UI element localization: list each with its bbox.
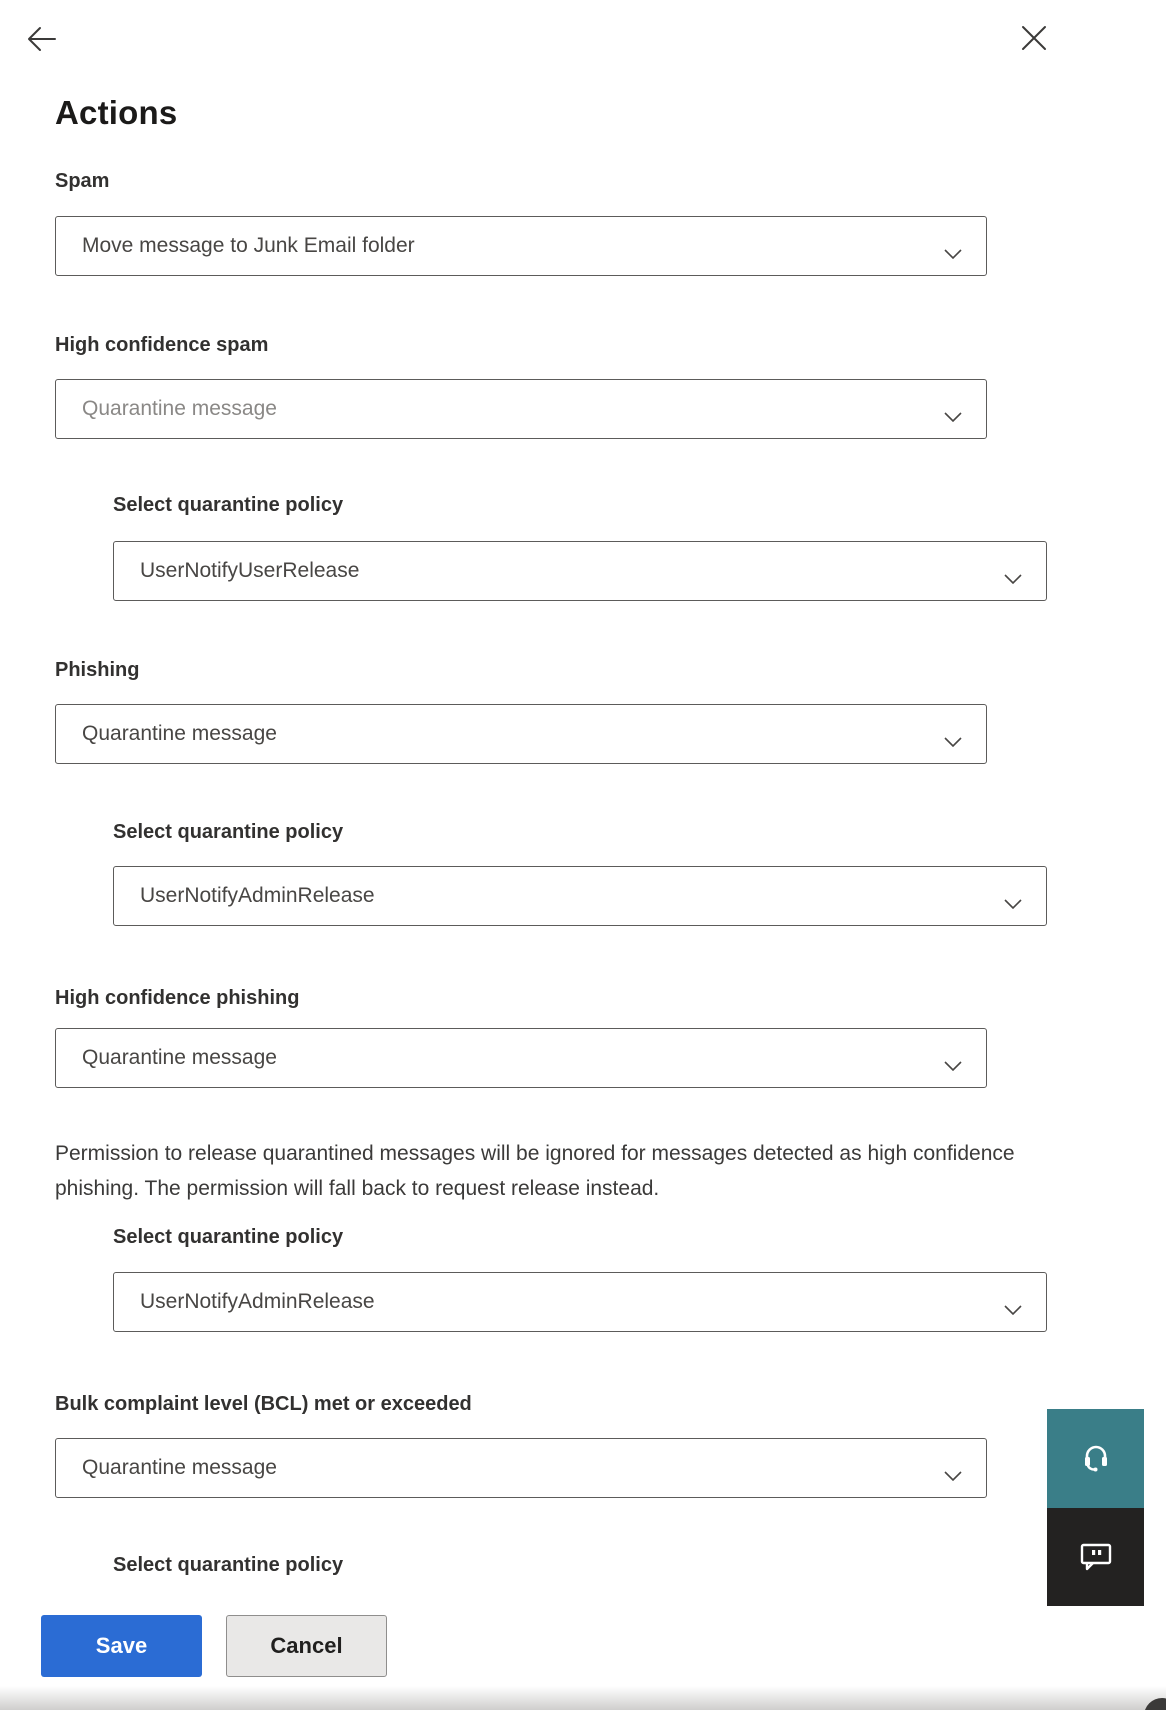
- high-confidence-phishing-action-dropdown[interactable]: [55, 1028, 987, 1088]
- chevron-down-icon: [944, 1053, 962, 1077]
- quarantine-policy-dropdown-2[interactable]: [113, 866, 1047, 926]
- quarantine-policy-label-3: Select quarantine policy: [113, 1226, 344, 1248]
- close-button[interactable]: [1014, 19, 1054, 59]
- headset-icon: [1076, 1437, 1116, 1480]
- bcl-action-dropdown[interactable]: [55, 1438, 987, 1498]
- back-button[interactable]: [22, 20, 62, 60]
- feedback-button[interactable]: [1047, 1508, 1144, 1606]
- save-button[interactable]: Save: [41, 1615, 202, 1677]
- arrow-left-icon: [25, 22, 59, 59]
- chevron-down-icon: [944, 404, 962, 428]
- page-title: Actions: [55, 94, 178, 131]
- chevron-down-icon: [944, 729, 962, 753]
- chevron-down-icon: [1004, 566, 1022, 590]
- cancel-button[interactable]: Cancel: [226, 1615, 387, 1677]
- chevron-down-icon: [944, 241, 962, 265]
- bcl-action-value: Quarantine message: [82, 1456, 277, 1479]
- chat-bubble-icon: [1078, 1538, 1114, 1577]
- high-confidence-phishing-note: Permission to release quarantined messages will be ignored for messages detected as high confidence phishing. The permission will fall back to request release instead.: [55, 1142, 1015, 1200]
- quarantine-policy-value-2: UserNotifyAdminRelease: [140, 884, 375, 907]
- high-confidence-phishing-label: High confidence phishing: [55, 987, 300, 1009]
- quarantine-policy-label-1: Select quarantine policy: [113, 494, 344, 516]
- bcl-label: Bulk complaint level (BCL) met or exceeded: [55, 1393, 472, 1415]
- close-icon: [1019, 23, 1049, 56]
- high-confidence-spam-action-value: Quarantine message: [82, 397, 277, 420]
- quarantine-policy-dropdown-1[interactable]: [113, 541, 1047, 601]
- quarantine-policy-label-4: Select quarantine policy: [113, 1554, 344, 1576]
- spam-action-value: Move message to Junk Email folder: [82, 234, 415, 257]
- bottom-shadow: [0, 1686, 1166, 1710]
- spam-label: Spam: [55, 170, 110, 192]
- phishing-label: Phishing: [55, 659, 140, 681]
- chevron-down-icon: [1004, 1297, 1022, 1321]
- high-confidence-spam-label: High confidence spam: [55, 334, 269, 356]
- quarantine-policy-value-1: UserNotifyUserRelease: [140, 559, 360, 582]
- spam-action-dropdown[interactable]: [55, 216, 987, 276]
- quarantine-policy-label-2: Select quarantine policy: [113, 821, 344, 843]
- support-button[interactable]: [1047, 1409, 1144, 1508]
- high-confidence-phishing-action-value: Quarantine message: [82, 1046, 277, 1069]
- high-confidence-spam-action-dropdown[interactable]: [55, 379, 987, 439]
- quarantine-policy-value-3: UserNotifyAdminRelease: [140, 1290, 375, 1313]
- phishing-action-value: Quarantine message: [82, 722, 277, 745]
- chevron-down-icon: [1004, 891, 1022, 915]
- chevron-down-icon: [944, 1463, 962, 1487]
- phishing-action-dropdown[interactable]: [55, 704, 987, 764]
- quarantine-policy-dropdown-3[interactable]: [113, 1272, 1047, 1332]
